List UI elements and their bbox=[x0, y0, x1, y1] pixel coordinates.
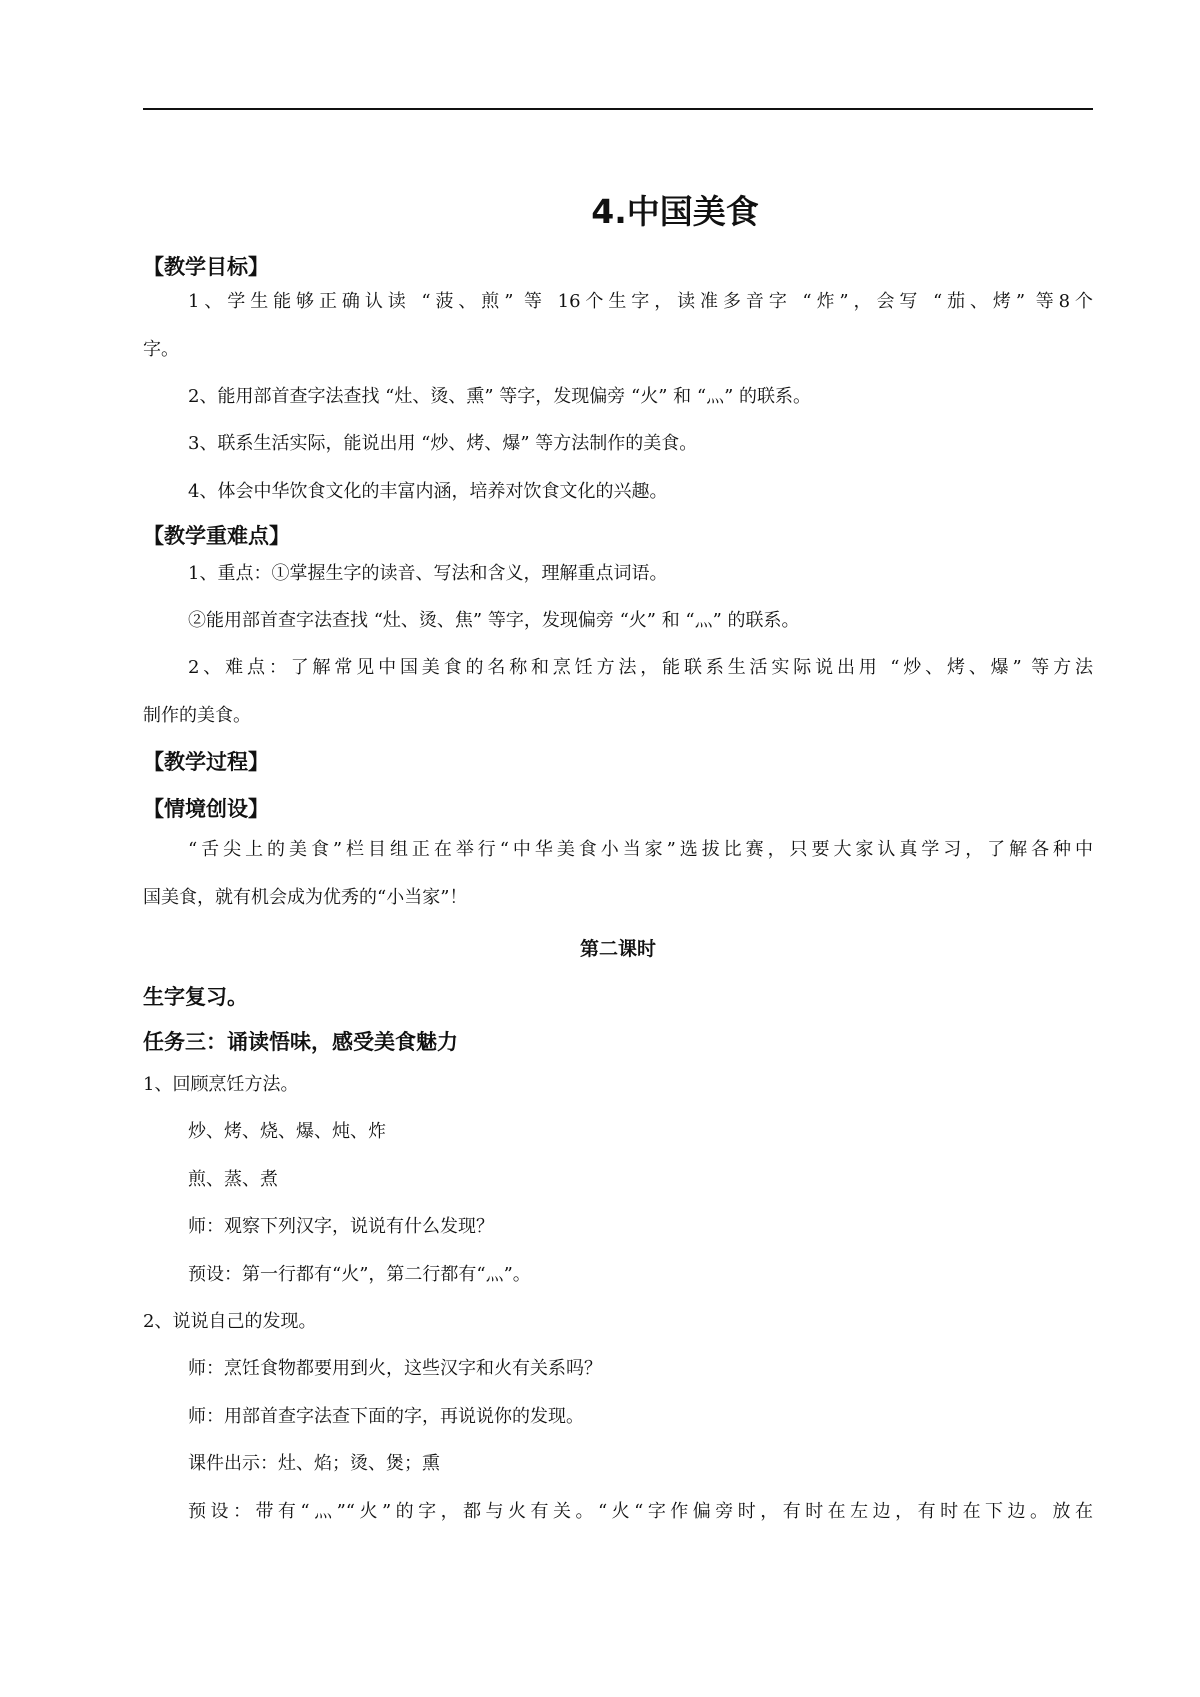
key-point-2-line-2: 制作的美食。 bbox=[143, 705, 251, 726]
review-heading: 生字复习。 bbox=[143, 985, 248, 1009]
scenario-line-1: “舌尖上的美食”栏目组正在举行“中华美食小当家”选拔比赛，只要大家认真学习，了解各种中 bbox=[188, 839, 1093, 860]
preset-answer-2: 预设：带有“灬”“火”的字，都与火有关。“火“字作偏旁时，有时在左边，有时在下边。放在 bbox=[188, 1501, 1093, 1522]
preset-answer-1: 预设：第一行都有“火”，第二行都有“灬”。 bbox=[188, 1264, 531, 1285]
scenario-line-2: 国美食，就有机会成为优秀的“小当家”！ bbox=[143, 887, 468, 908]
key-point-2-line-1: 2、难点：了解常见中国美食的名称和烹饪方法，能联系生活实际说出用 “炒、烤、爆” 等方法 bbox=[188, 657, 1093, 678]
scenario-heading: 【情境创设】 bbox=[143, 797, 269, 821]
goal-3: 3、联系生活实际，能说出用 “炒、烤、爆” 等方法制作的美食。 bbox=[188, 433, 698, 454]
goal-4: 4、体会中华饮食文化的丰富内涵，培养对饮食文化的兴趣。 bbox=[188, 481, 668, 502]
teacher-prompt-3: 师：用部首查字法查下面的字，再说说你的发现。 bbox=[188, 1406, 584, 1427]
teacher-prompt-1: 师：观察下列汉字，说说有什么发现？ bbox=[188, 1216, 494, 1237]
key-point-1b: ②能用部首查字法查找 “灶、烫、焦” 等字，发现偏旁 “火” 和 “灬” 的联系。 bbox=[188, 610, 800, 631]
process-heading: 【教学过程】 bbox=[143, 750, 269, 774]
step-2: 2、说说自己的发现。 bbox=[143, 1311, 317, 1332]
page-title: 4.中国美食 bbox=[591, 192, 759, 231]
lesson-title: 第二课时 bbox=[579, 938, 656, 960]
goal-2: 2、能用部首查字法查找 “灶、烫、熏” 等字，发现偏旁 “火” 和 “灬” 的联系。 bbox=[188, 386, 811, 407]
step-1: 1、回顾烹饪方法。 bbox=[143, 1074, 299, 1095]
key-point-1: 1、重点：①掌握生字的读音、写法和含义，理解重点词语。 bbox=[188, 563, 668, 584]
method-row-1: 炒、烤、烧、爆、炖、炸 bbox=[188, 1121, 386, 1142]
courseware-display: 课件出示：灶、焰；烫、煲；熏 bbox=[188, 1453, 440, 1474]
goal-1-line-2: 字。 bbox=[143, 339, 179, 360]
goal-1-line-1: 1、学生能够正确认读 “菠、煎” 等 16个生字，读准多音字 “炸”，会写 “茄、烤” 等8个 bbox=[188, 291, 1093, 312]
teacher-prompt-2: 师：烹饪食物都要用到火，这些汉字和火有关系吗？ bbox=[188, 1358, 602, 1379]
goals-heading: 【教学目标】 bbox=[143, 255, 269, 279]
method-row-2: 煎、蒸、煮 bbox=[188, 1169, 278, 1190]
task-3-heading: 任务三：诵读悟味，感受美食魅力 bbox=[143, 1030, 458, 1054]
header-rule bbox=[143, 108, 1093, 110]
keypoints-heading: 【教学重难点】 bbox=[143, 524, 290, 548]
